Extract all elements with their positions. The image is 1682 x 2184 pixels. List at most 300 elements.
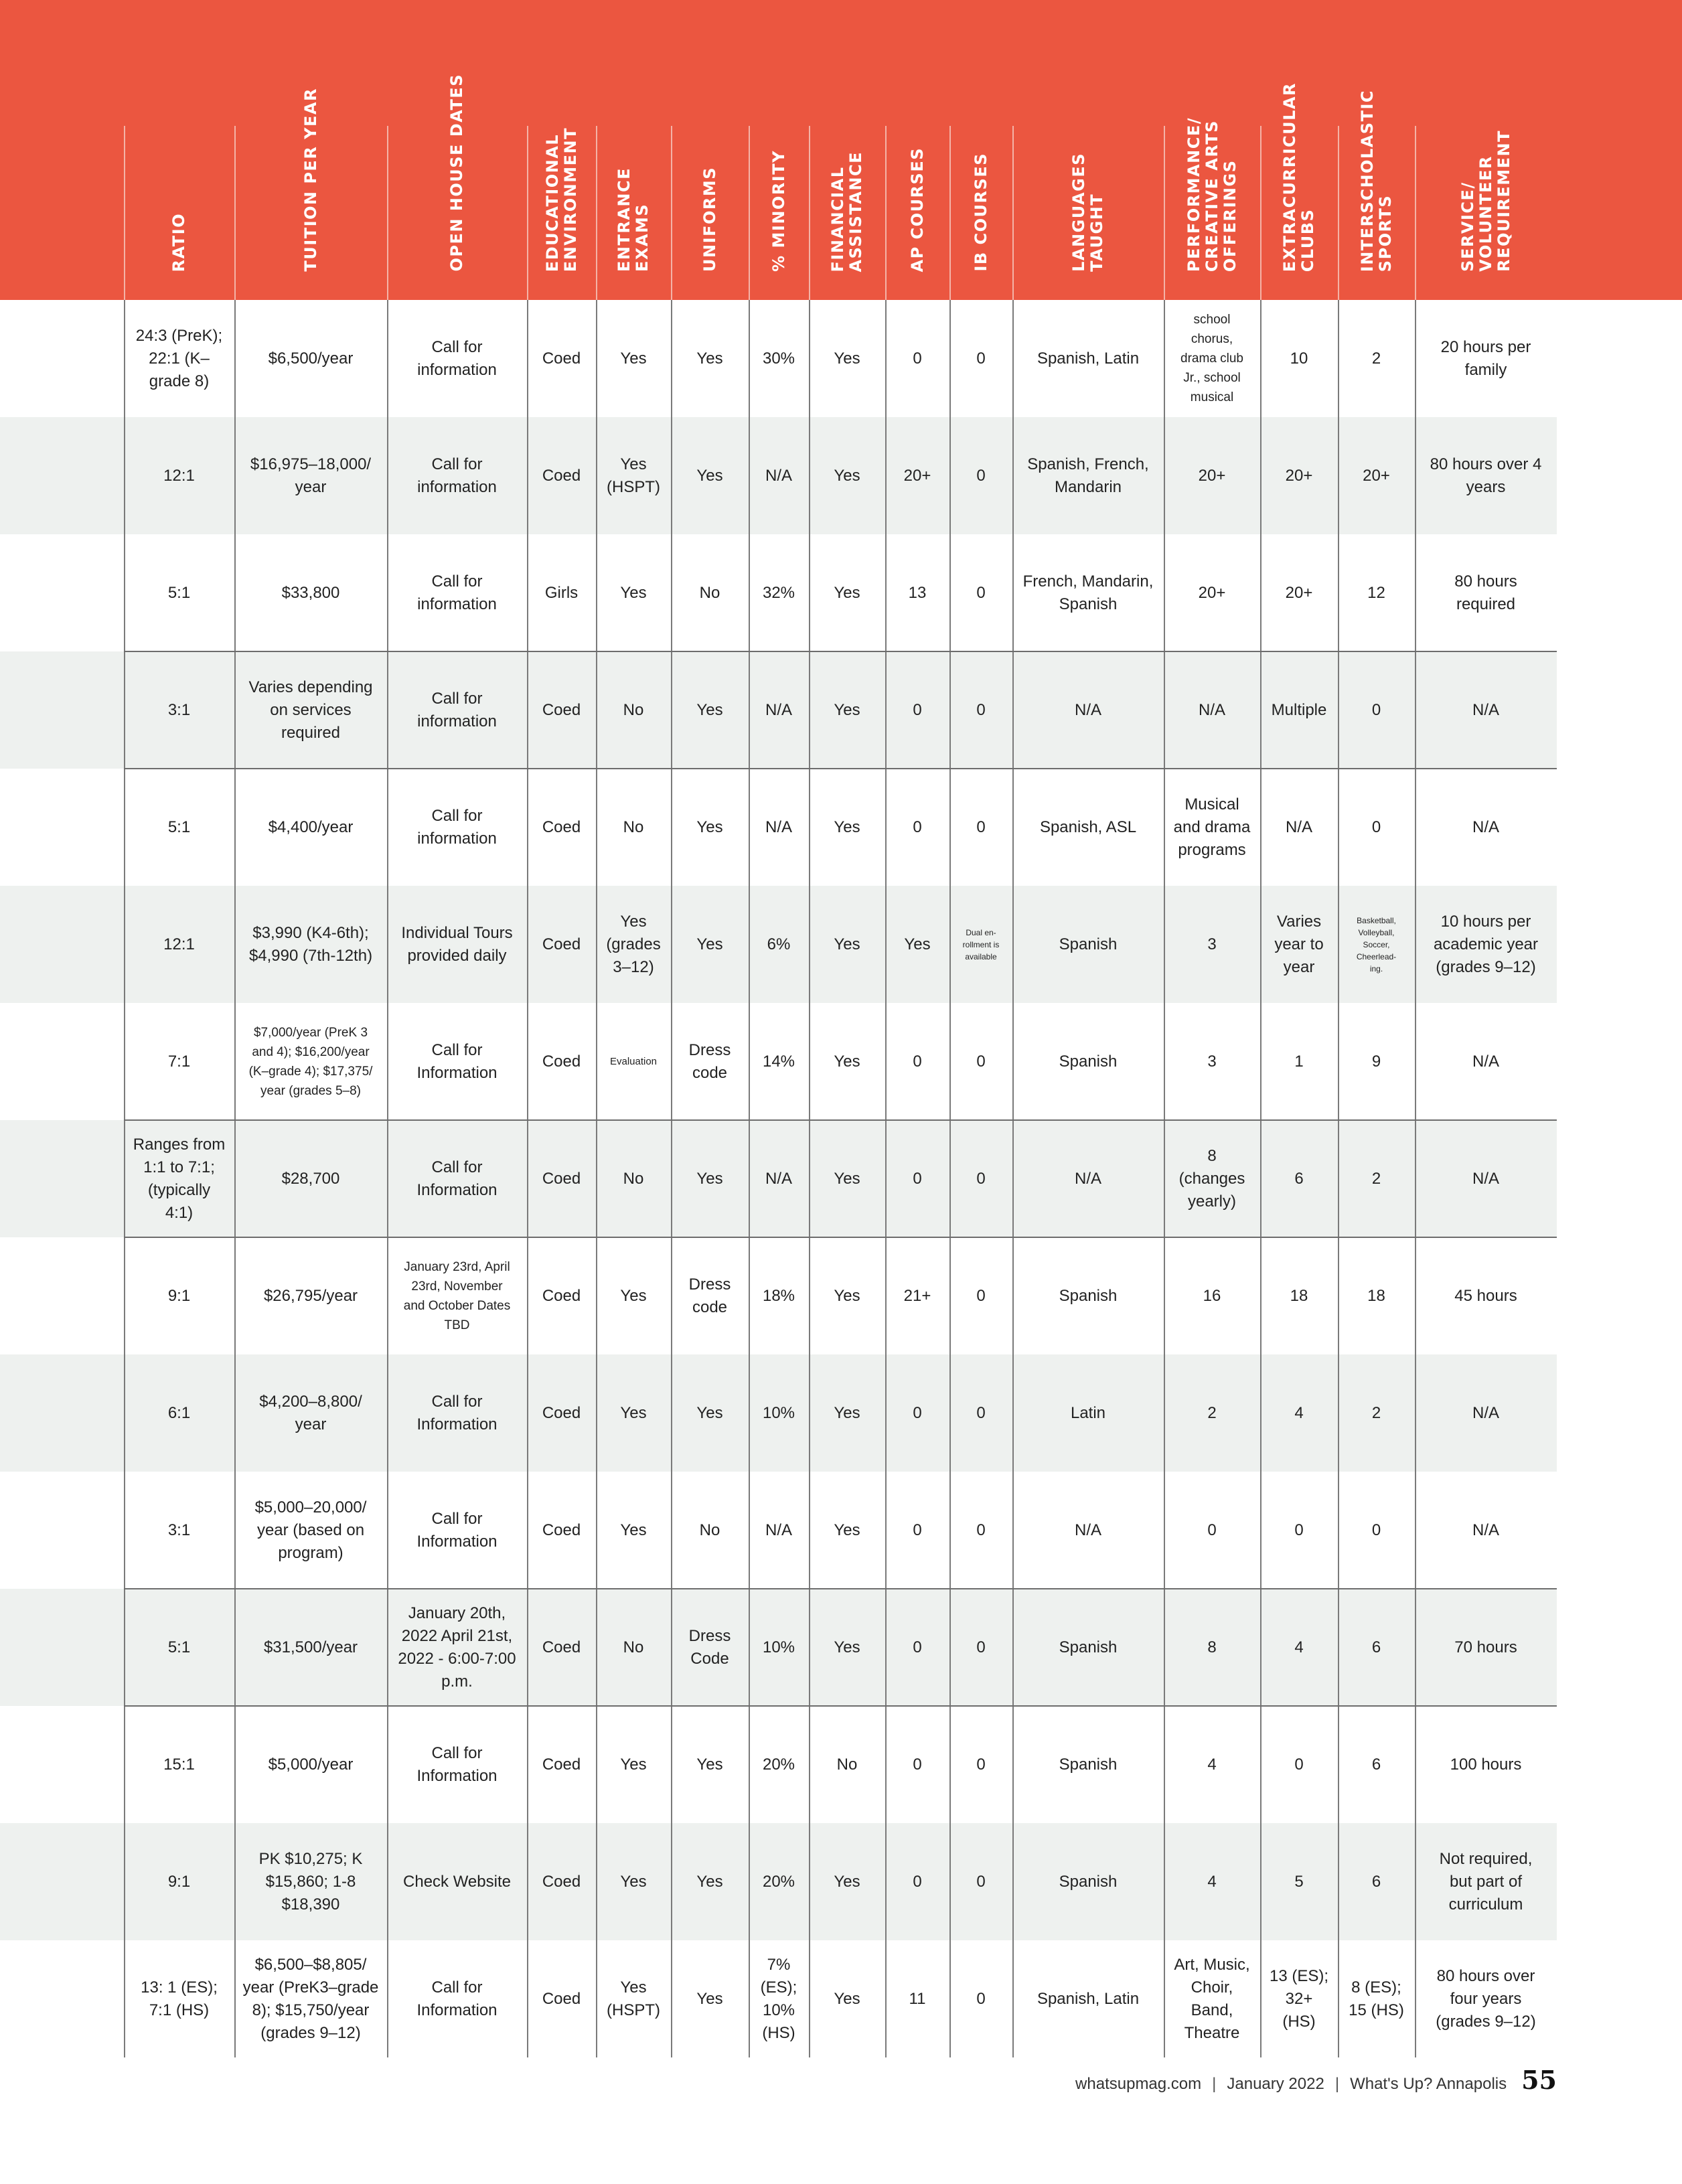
column-header-label: EXTRACURRICULAR CLUBS [1280,82,1317,272]
cell-text: 0 [976,700,986,719]
cell-text: 20% [762,1755,795,1774]
cell-ratio [124,417,234,534]
cell-sports [1338,1472,1415,1589]
cell-environment [527,1589,596,1706]
row-divider [124,1705,1557,1707]
column-header-service [1415,0,1557,300]
cell-languages [1012,534,1164,651]
cell-text: 2 [1207,1403,1217,1422]
cell-text: $28,700 [281,1169,340,1188]
cell-text: 3:1 [167,700,191,719]
cell-sports [1338,1354,1415,1472]
cell-text: Dress code [688,1275,731,1316]
cell-text: 0 [913,817,922,836]
cell-text: 21+ [903,1286,931,1305]
cell-minority [749,769,809,886]
cell-arts [1164,651,1260,769]
cell-languages [1012,1940,1164,2057]
cell-entrance [596,1823,671,1940]
cell-arts [1164,1354,1260,1472]
cell-arts [1164,769,1260,886]
column-header-financial [809,0,885,300]
cell-text: Coed [542,1989,581,2008]
cell-entrance [596,417,671,534]
cell-text: Dual en- rollment is available [962,927,1000,961]
cell-tuition [234,300,387,417]
cell-uniforms [671,1472,749,1589]
cell-sports [1338,1589,1415,1706]
cell-ap [885,1003,949,1120]
cell-ap [885,651,949,769]
cell-ib [949,769,1012,886]
cell-text: N/A [1198,700,1225,719]
cell-text: $6,500/year [268,349,354,368]
header-column-rule [809,126,810,300]
cell-minority [749,1706,809,1823]
cell-sports [1338,300,1415,417]
table-row [0,1120,1557,1237]
cell-text: 7% (ES); 10% (HS) [760,1955,797,2042]
cell-text: 8 [1207,1638,1217,1656]
header-column-rule [1012,126,1014,300]
cell-ib [949,651,1012,769]
column-header-label: TUITION PER YEAR [301,88,320,272]
cell-clubs [1260,651,1338,769]
cell-financial [809,886,885,1003]
cell-text: 0 [913,1169,922,1188]
cell-uniforms [671,1003,749,1120]
cell-ratio [124,1354,234,1472]
cell-entrance [596,1472,671,1589]
cell-ib [949,417,1012,534]
cell-text: 13 [908,583,927,602]
cell-uniforms [671,1354,749,1472]
column-header-label: OPEN HOUSE DATES [447,74,466,272]
cell-text: Varies year to year [1274,912,1324,976]
cell-uniforms [671,417,749,534]
cell-text: 70 hours [1454,1638,1517,1656]
cell-text: 5:1 [167,583,191,602]
column-rule [749,126,750,2057]
cell-text: 0 [976,1989,986,2008]
cell-minority [749,886,809,1003]
cell-text: Yes [696,935,723,953]
cell-languages [1012,1120,1164,1237]
cell-text: Yes [834,1286,860,1305]
cell-ib [949,1823,1012,1940]
header-column-rule [387,126,388,300]
cell-text: 100 hours [1450,1755,1522,1774]
cell-minority [749,1823,809,1940]
footer-site: whatsupmag.com [1075,2075,1202,2093]
cell-languages [1012,651,1164,769]
cell-text: N/A [765,466,792,485]
cell-text: 0 [913,1872,922,1891]
cell-service [1415,1589,1557,1706]
cell-text: school chorus, drama club Jr., school musical [1180,313,1243,404]
cell-text: 13: 1 (ES); 7:1 (HS) [141,1978,218,2019]
cell-text: Yes [620,349,647,368]
cell-open_house [387,651,527,769]
cell-text: Call for Information [416,1040,498,1082]
cell-text: 0 [976,1638,986,1656]
cell-ib [949,1003,1012,1120]
cell-sports [1338,886,1415,1003]
table-row [0,1823,1557,1940]
cell-text: N/A [1472,700,1499,719]
cell-text: 12:1 [163,935,195,953]
cell-languages [1012,1003,1164,1120]
header-column-rule [949,126,951,300]
cell-text: Yes [620,1872,647,1891]
cell-ib [949,1589,1012,1706]
cell-open_house [387,1706,527,1823]
cell-text: 3 [1207,935,1217,953]
cell-ib [949,1940,1012,2057]
cell-tuition [234,1354,387,1472]
cell-languages [1012,417,1164,534]
cell-open_house [387,1589,527,1706]
cell-open_house [387,300,527,417]
cell-text: 0 [913,1403,922,1422]
cell-text: 20 hours per family [1440,337,1531,379]
cell-text: Musical and drama programs [1173,795,1251,859]
cell-text: Yes [834,1638,860,1656]
cell-text: 80 hours required [1454,572,1517,613]
column-header-minority [749,0,809,300]
cell-open_house [387,1120,527,1237]
cell-text: Yes [620,1520,647,1539]
cell-clubs [1260,1706,1338,1823]
cell-sports [1338,534,1415,651]
cell-environment [527,886,596,1003]
cell-uniforms [671,1237,749,1354]
cell-uniforms [671,1940,749,2057]
cell-text: 18 [1290,1286,1308,1305]
cell-environment [527,651,596,769]
cell-open_house [387,1237,527,1354]
column-rule [671,126,672,2057]
cell-text: French, Mandarin, Spanish [1022,572,1154,613]
footer-publication: What's Up? Annapolis [1350,2075,1507,2093]
cell-tuition [234,1823,387,1940]
cell-clubs [1260,417,1338,534]
cell-financial [809,1003,885,1120]
table-row [0,769,1557,886]
cell-text: 0 [976,1052,986,1071]
cell-text: 6 [1371,1638,1381,1656]
column-header-label: LANGUAGES TAUGHT [1069,153,1106,272]
cell-environment [527,1120,596,1237]
cell-open_house [387,417,527,534]
cell-text: Yes [834,700,860,719]
cell-text: 24:3 (PreK); 22:1 (K– grade 8) [135,326,223,390]
cell-ib [949,300,1012,417]
row-divider [124,768,1557,769]
cell-clubs [1260,769,1338,886]
cell-text: No [623,817,644,836]
column-header-label: FINANCIAL ASSISTANCE [828,151,865,272]
cell-text: 0 [913,1638,922,1656]
cell-text: $16,975–18,000/ year [250,455,372,496]
column-rule [1415,126,1416,2057]
cell-text: 80 hours over 4 years [1430,455,1542,496]
cell-entrance [596,1120,671,1237]
cell-minority [749,1120,809,1237]
cell-clubs [1260,1823,1338,1940]
column-header-label: ENTRANCE EXAMS [615,167,652,272]
column-rule [1260,126,1262,2057]
cell-uniforms [671,769,749,886]
cell-text: 20+ [1363,466,1390,485]
cell-text: Yes (HSPT) [607,455,660,496]
cell-arts [1164,1940,1260,2057]
cell-text: Ranges from 1:1 to 7:1; (typically 4:1) [133,1135,226,1222]
cell-minority [749,1940,809,2057]
cell-arts [1164,1120,1260,1237]
column-header-open_house [387,0,527,300]
cell-arts [1164,1823,1260,1940]
cell-ap [885,1589,949,1706]
cell-text: 1 [1294,1052,1304,1071]
cell-text: Yes [834,1520,860,1539]
cell-text: N/A [1074,1520,1101,1539]
cell-text: 5:1 [167,817,191,836]
cell-ib [949,886,1012,1003]
cell-financial [809,417,885,534]
cell-text: Coed [542,1403,581,1422]
cell-clubs [1260,534,1338,651]
cell-text: No [623,1638,644,1656]
cell-financial [809,1237,885,1354]
cell-text: Evaluation [609,1055,658,1067]
cell-text: Yes [834,817,860,836]
cell-arts [1164,534,1260,651]
cell-text: Yes [620,583,647,602]
cell-uniforms [671,300,749,417]
cell-text: 0 [976,1872,986,1891]
cell-service [1415,1823,1557,1940]
cell-text: Dress code [688,1040,731,1082]
cell-text: Yes [834,935,860,953]
cell-tuition [234,651,387,769]
cell-text: Call for information [417,806,497,848]
cell-text: 20+ [903,466,931,485]
table-row [0,534,1557,651]
cell-text: Call for information [417,455,497,496]
cell-text: $31,500/year [263,1638,358,1656]
cell-text: 7:1 [167,1052,191,1071]
cell-text: Latin [1070,1403,1106,1422]
cell-ap [885,417,949,534]
cell-text: 9 [1371,1052,1381,1071]
cell-text: Call for Information [416,1978,498,2019]
page-footer [1075,2065,1557,2097]
cell-uniforms [671,651,749,769]
column-header-label: % MINORITY [769,150,788,272]
cell-text: $6,500–$8,805/ year (PreK3–grade 8); $15,750/year (grades 9–12) [242,1955,379,2042]
cell-open_house [387,534,527,651]
cell-text: Spanish [1059,1286,1118,1305]
cell-text: Yes [834,1403,860,1422]
column-header-label: AP COURSES [907,147,927,272]
cell-languages [1012,769,1164,886]
cell-clubs [1260,1003,1338,1120]
header-column-rule [671,126,672,300]
cell-arts [1164,1472,1260,1589]
footer-separator: | [1212,2075,1217,2093]
cell-text: No [623,700,644,719]
cell-environment [527,1823,596,1940]
cell-text: No [836,1755,858,1774]
cell-text: No [699,583,720,602]
cell-languages [1012,1823,1164,1940]
cell-text: 6 [1371,1755,1381,1774]
cell-financial [809,300,885,417]
cell-ratio [124,1589,234,1706]
cell-ib [949,1120,1012,1237]
cell-text: 0 [976,817,986,836]
cell-entrance [596,886,671,1003]
cell-text: 20% [762,1872,795,1891]
cell-uniforms [671,534,749,651]
cell-text: Girls [544,583,579,602]
cell-languages [1012,1706,1164,1823]
cell-service [1415,1354,1557,1472]
cell-text: 13 (ES); 32+ (HS) [1269,1966,1329,2031]
cell-text: 6:1 [167,1403,191,1422]
cell-text: Coed [542,817,581,836]
cell-ap [885,534,949,651]
cell-service [1415,1237,1557,1354]
cell-text: Coed [542,1052,581,1071]
column-header-clubs [1260,0,1338,300]
column-header-sports [1338,0,1415,300]
cell-tuition [234,1940,387,2057]
cell-text: $4,200–8,800/ year [259,1392,362,1433]
cell-text: Basketball, Volleyball, Soccer, Cheerlead- ing. [1356,915,1397,973]
cell-text: Coed [542,1169,581,1188]
cell-open_house [387,769,527,886]
cell-text: 0 [976,349,986,368]
cell-text: Multiple [1271,700,1327,719]
cell-languages [1012,300,1164,417]
cell-text: Yes [904,935,931,953]
column-header-label: UNIFORMS [700,167,719,272]
cell-text: Spanish, French, Mandarin [1027,455,1149,496]
column-rule [1338,126,1339,2057]
cell-text: 0 [976,1403,986,1422]
cell-sports [1338,1706,1415,1823]
cell-text: Yes [696,700,723,719]
cell-text: 4 [1294,1638,1304,1656]
column-rule [124,126,125,2057]
cell-environment [527,1237,596,1354]
row-divider [124,1237,1557,1238]
cell-sports [1338,1237,1415,1354]
cell-financial [809,1354,885,1472]
cell-text: Spanish [1059,935,1118,953]
column-rule [387,126,388,2057]
cell-tuition [234,534,387,651]
cell-open_house [387,1823,527,1940]
cell-text: 0 [976,1520,986,1539]
column-rule [1164,126,1165,2057]
cell-sports [1338,417,1415,534]
cell-ratio [124,1940,234,2057]
cell-environment [527,1003,596,1120]
cell-clubs [1260,1120,1338,1237]
cell-text: Yes [834,583,860,602]
cell-environment [527,1706,596,1823]
cell-text: Call for Information [416,1158,498,1199]
cell-text: 0 [976,583,986,602]
cell-text: 10 [1290,349,1308,368]
footer-issue: January 2022 [1227,2075,1324,2093]
cell-ratio [124,886,234,1003]
header-column-rule [885,126,887,300]
cell-sports [1338,1120,1415,1237]
cell-arts [1164,886,1260,1003]
cell-text: Spanish [1059,1755,1118,1774]
cell-text: Spanish [1059,1872,1118,1891]
cell-ap [885,1823,949,1940]
cell-text: 0 [1207,1520,1217,1539]
cell-entrance [596,1003,671,1120]
cell-text: 0 [1294,1520,1304,1539]
cell-text: N/A [765,1169,792,1188]
cell-environment [527,534,596,651]
column-rule [1012,126,1014,2057]
column-rule [596,126,597,2057]
cell-text: Individual Tours provided daily [401,923,513,965]
cell-clubs [1260,1589,1338,1706]
cell-financial [809,651,885,769]
table-row [0,1472,1557,1589]
cell-text: 8 (ES); 15 (HS) [1349,1978,1404,2019]
column-rule [234,126,236,2057]
row-divider [124,1588,1557,1589]
cell-text: 10% [762,1638,795,1656]
cell-text: Check Website [403,1872,511,1891]
column-header-environment [527,0,596,300]
cell-text: Call for Information [416,1509,498,1551]
cell-text: 3 [1207,1052,1217,1071]
cell-text: 6 [1371,1872,1381,1891]
cell-service [1415,769,1557,886]
cell-minority [749,1237,809,1354]
cell-text: 0 [913,349,922,368]
cell-text: Varies depending on services required [248,678,373,742]
cell-uniforms [671,886,749,1003]
cell-text: 6% [767,935,791,953]
table-row [0,1940,1557,2057]
cell-clubs [1260,886,1338,1003]
cell-tuition [234,886,387,1003]
cell-sports [1338,1823,1415,1940]
cell-financial [809,1589,885,1706]
cell-text: N/A [1472,1052,1499,1071]
column-header-tuition [234,0,387,300]
cell-text: Yes [834,1052,860,1071]
table-row [0,1003,1557,1120]
cell-ratio [124,534,234,651]
cell-financial [809,1472,885,1589]
column-header-label: INTERSCHOLASTIC SPORTS [1357,89,1395,272]
cell-text: Coed [542,935,581,953]
cell-minority [749,1354,809,1472]
cell-tuition [234,1237,387,1354]
